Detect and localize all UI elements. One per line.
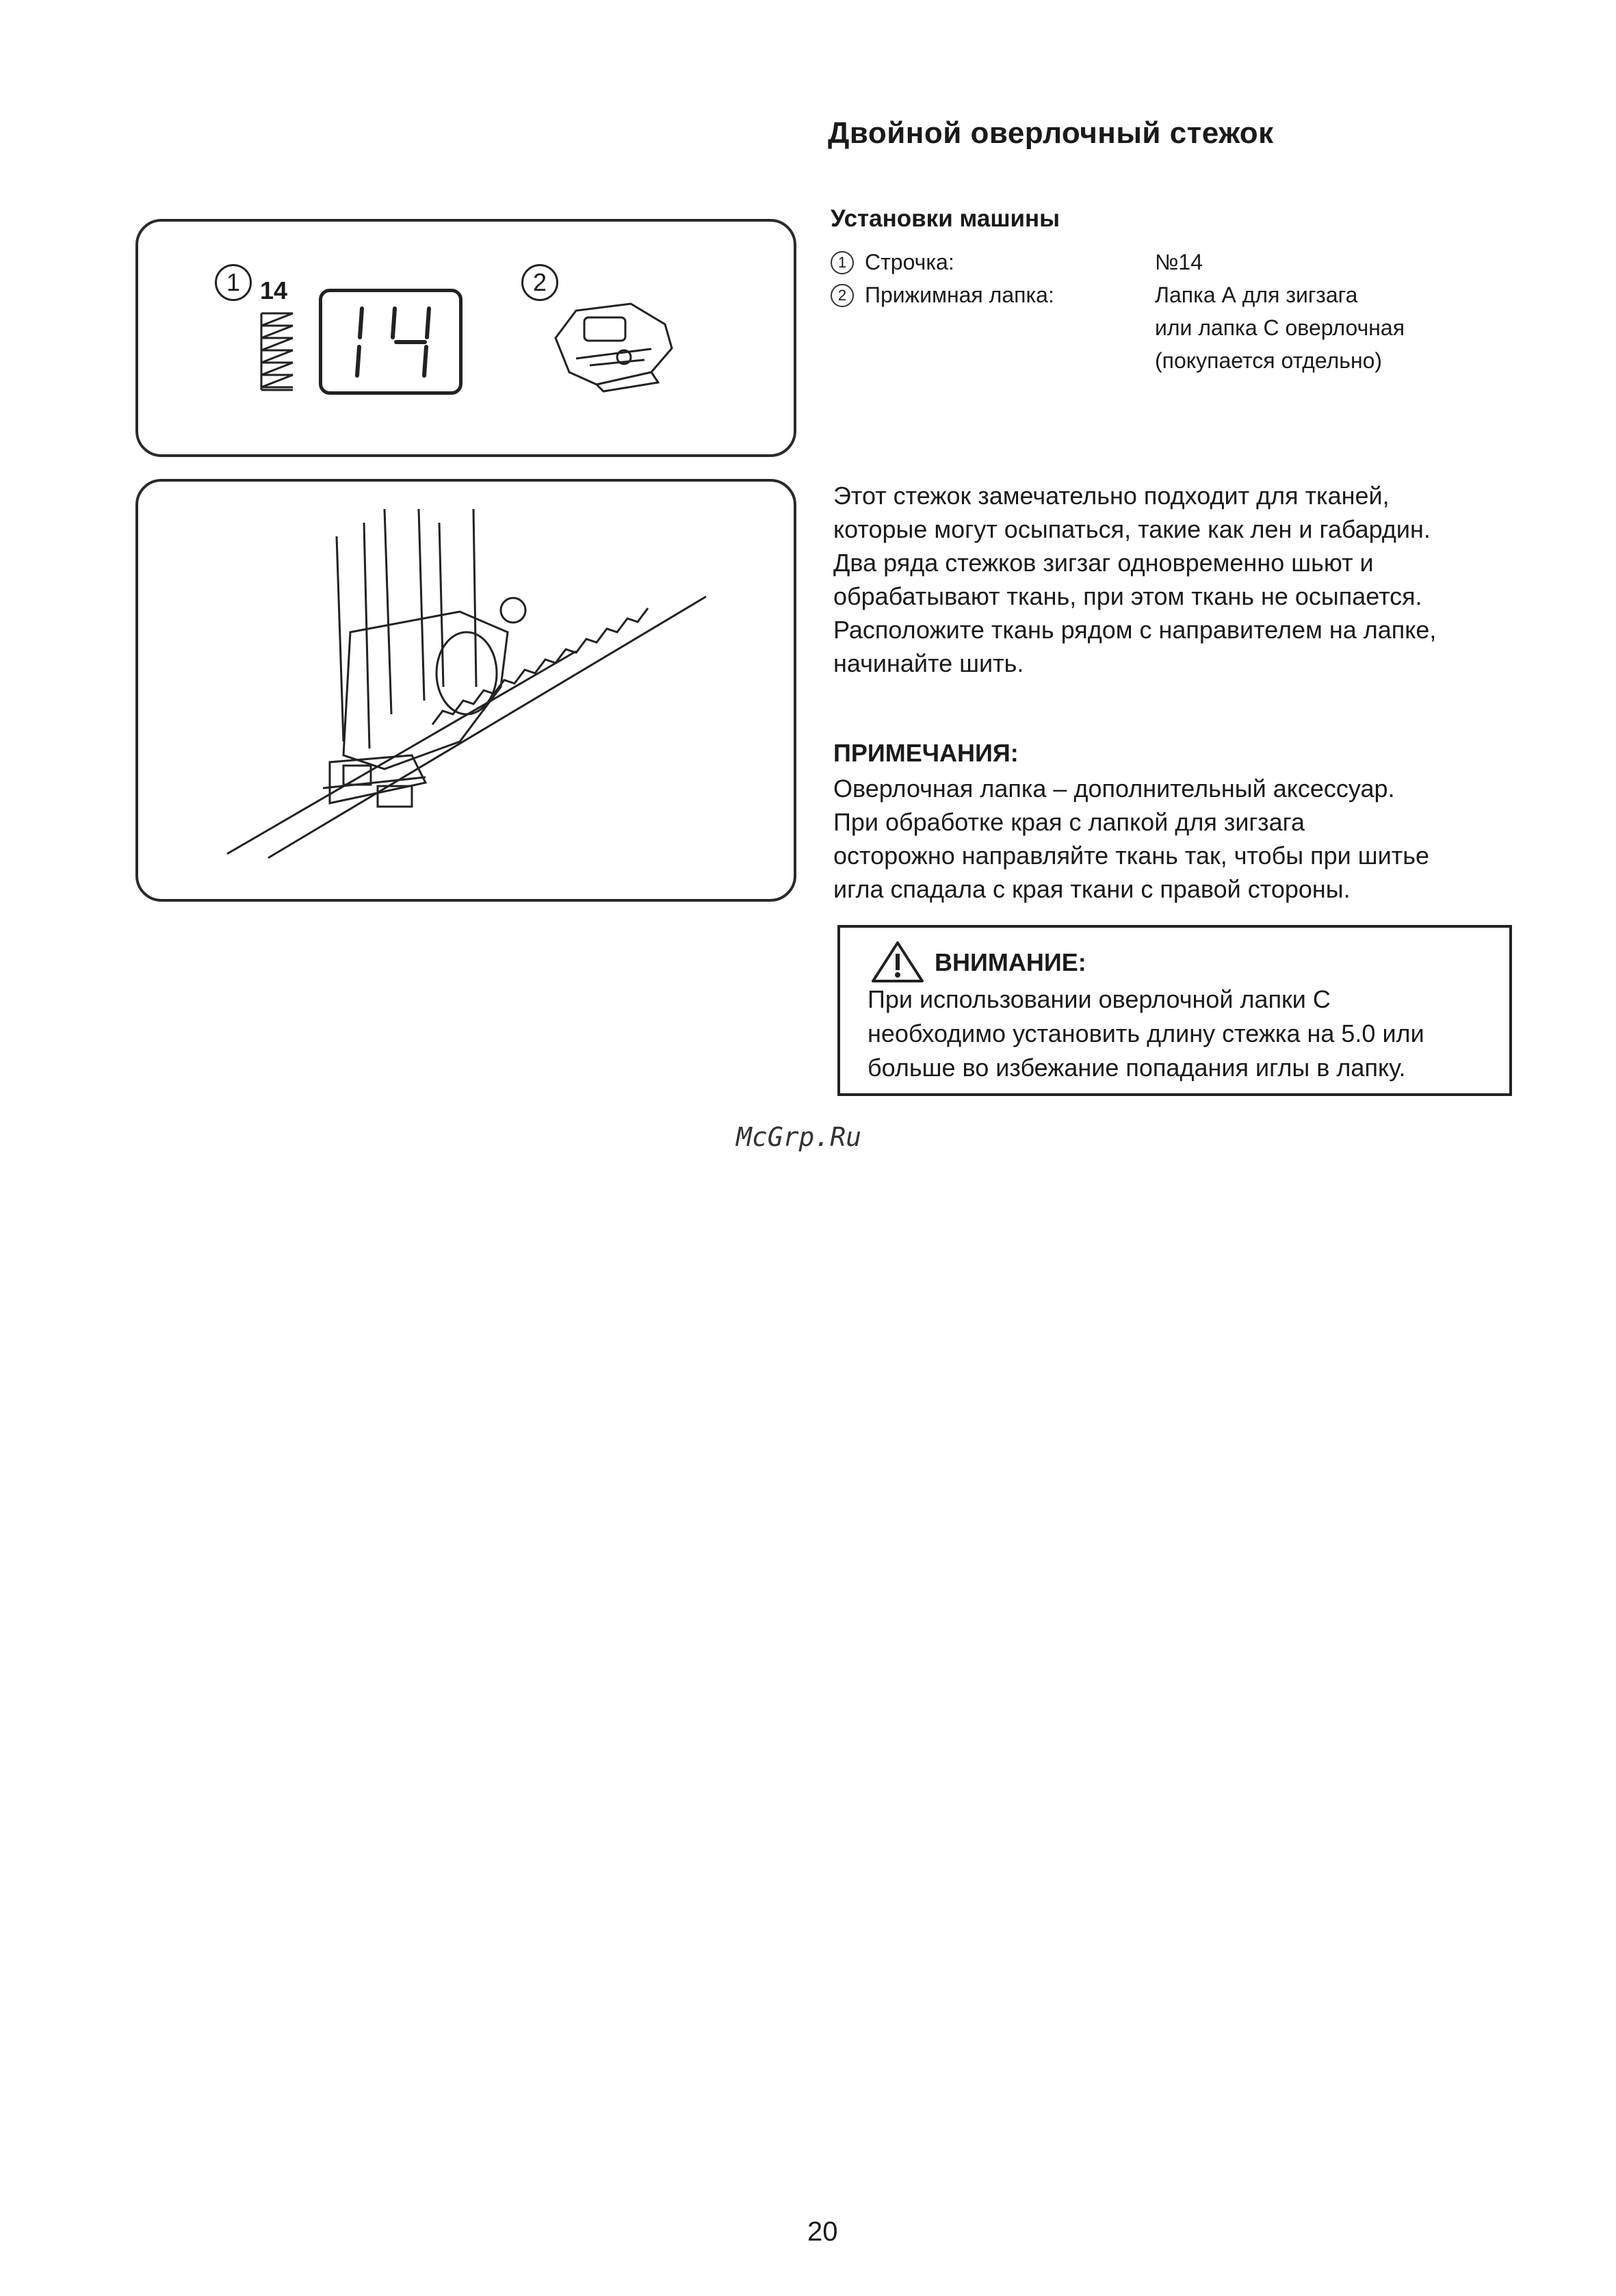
settings-row-presser-foot (831, 279, 1054, 311)
warning-body (868, 982, 1424, 1085)
lcd-display (319, 289, 462, 395)
warning-box (837, 925, 1512, 1096)
double-overlock-stitch-icon (259, 311, 296, 394)
description-line: Расположите ткань рядом с направителем на лапке, (833, 616, 1437, 644)
settings-illustration-panel (135, 219, 796, 457)
settings-row-label: Строчка: (865, 250, 954, 274)
settings-value-presser-foot-line-2: или лапка С оверлочная (1155, 315, 1405, 340)
stitch-number-label: 14 (260, 276, 288, 304)
settings-row-stitch (831, 246, 954, 278)
settings-value-stitch: №14 (1155, 250, 1203, 274)
page-number: 20 (807, 2217, 838, 2247)
settings-row-number: 2 (831, 284, 854, 307)
settings-heading: Установки машины (831, 205, 1060, 232)
sewing-illustration-panel (135, 479, 796, 902)
warning-line: необходимо установить длину стежка на 5.0 или (868, 1019, 1424, 1047)
callout-number-2: 2 (521, 264, 558, 301)
warning-heading: ВНИМАНИЕ: (935, 948, 1086, 976)
notes-line: При обработке края с лапкой для зигзага (833, 808, 1305, 836)
notes-paragraph (833, 772, 1517, 906)
notes-line: игла спадала с края ткани с правой стороны. (833, 875, 1351, 903)
notes-heading: ПРИМЕЧАНИЯ: (833, 739, 1019, 767)
description-line: Два ряда стежков зигзаг одновременно шьют и (833, 549, 1374, 577)
sewing-foot-illustration (138, 482, 794, 899)
description-line: начинайте шить. (833, 649, 1024, 677)
page-title: Двойной оверлочный стежок (828, 116, 1274, 150)
warning-line: больше во избежание попадания иглы в лапку. (868, 1054, 1406, 1082)
warning-triangle-icon (870, 940, 925, 984)
settings-value-presser-foot-line-1: Лапка А для зигзага (1155, 283, 1358, 307)
warning-line: При использовании оверлочной лапки С (868, 985, 1331, 1013)
description-line: Этот стежок замечательно подходит для тканей, (833, 482, 1390, 510)
settings-row-label: Прижимная лапка: (865, 283, 1054, 307)
watermark-text: McGrp.Ru (736, 1122, 862, 1152)
notes-line: Оверлочная лапка – дополнительный аксессуар. (833, 774, 1395, 803)
settings-value-presser-foot-line-3: (покупается отдельно) (1155, 348, 1383, 373)
presser-foot-icon (549, 297, 679, 393)
description-paragraph (833, 479, 1517, 680)
notes-line: осторожно направляйте ткань так, чтобы при шитье (833, 842, 1429, 870)
settings-row-number: 1 (831, 251, 854, 274)
callout-number-1: 1 (215, 264, 252, 301)
lcd-digits (322, 292, 459, 391)
description-line: обрабатывают ткань, при этом ткань не осыпается. (833, 582, 1422, 610)
description-line: которые могут осыпаться, такие как лен и габардин. (833, 515, 1431, 543)
